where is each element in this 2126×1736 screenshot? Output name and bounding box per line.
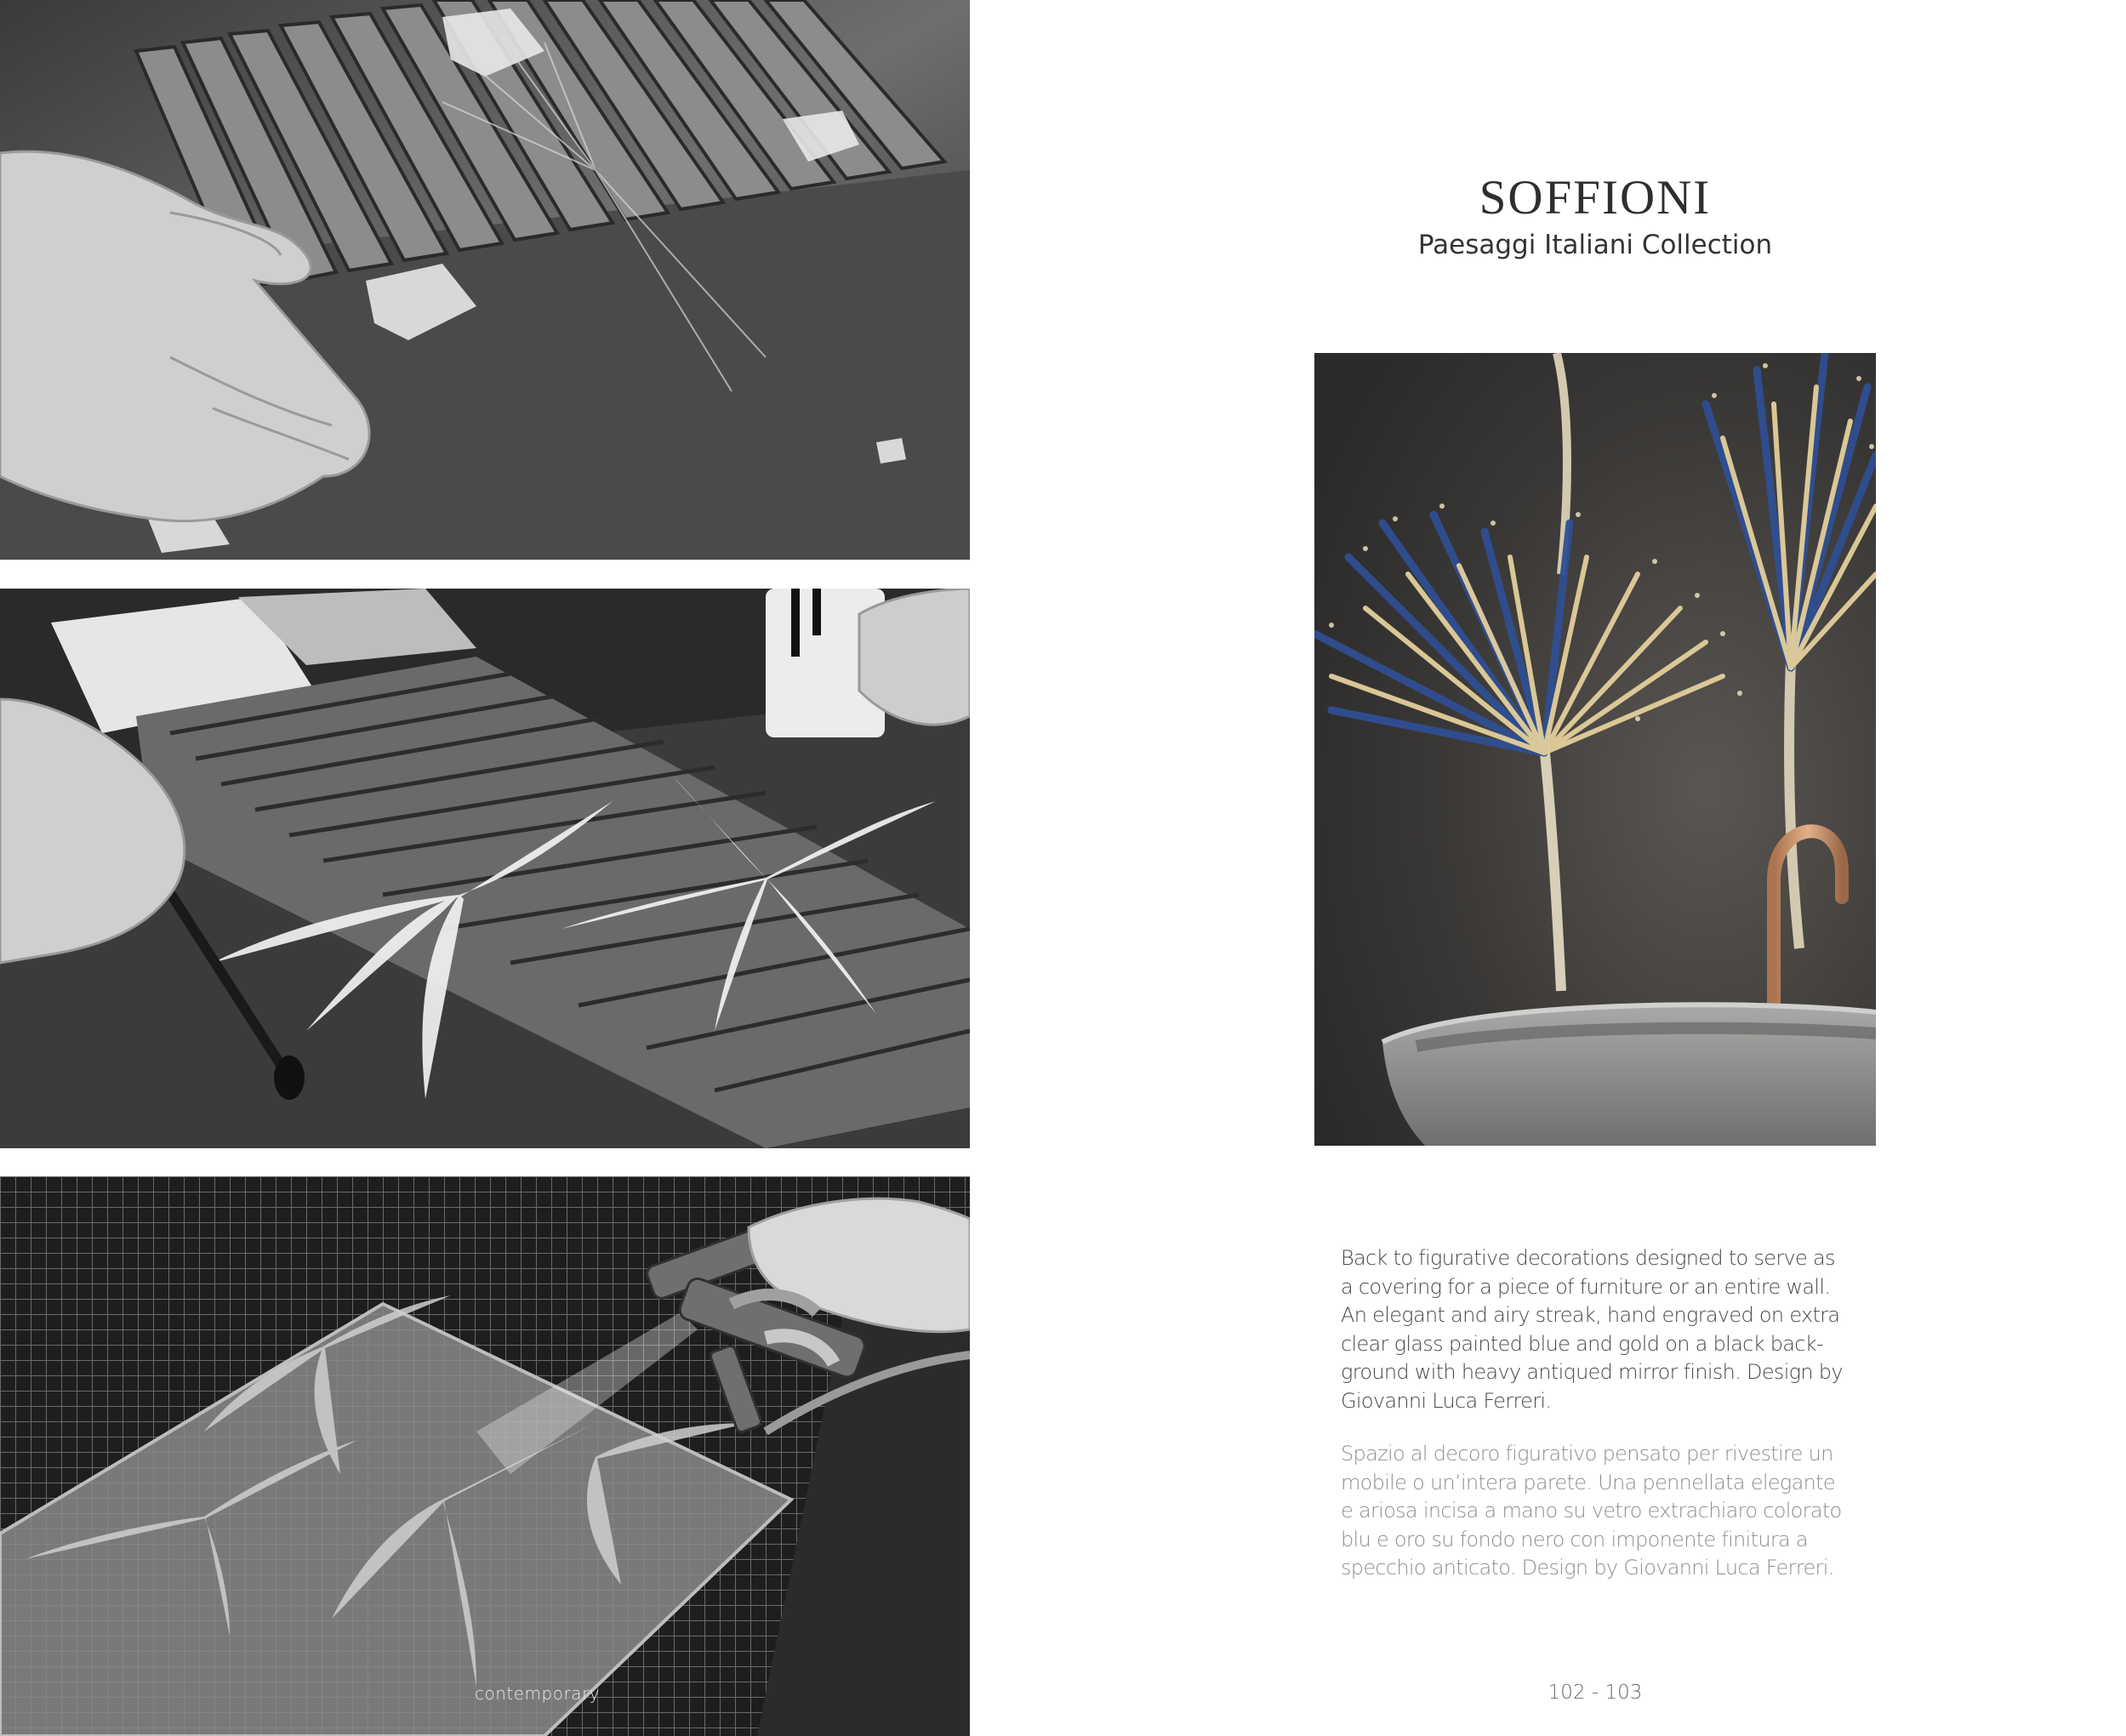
workshop-photo-spraying (0, 1176, 970, 1736)
workshop-photo-silver-leaf (0, 0, 970, 560)
product-photo-soffioni (1314, 353, 1876, 1146)
description-english: Back to figurative decorations designed to serve as a covering for a piece of furniture or an entire wall. An elegant and airy streak, hand engraved on extra clear glass painted blue and gold on a black back-ground with heavy antiqued mirror finish. Design by Giovanni Luca Ferreri. (1341, 1246, 1843, 1413)
description-italian: Spazio al decoro figurativo pensato per rivestire un mobile o un’intera parete. Una pennellata elegante e ariosa incisa a mano su vetro extrachiaro colorato blu e oro su fondo nero con imponente finitura a specchio anticato. Design by Giovanni Luca Ferreri. (1341, 1442, 1842, 1579)
page-numbers: 102 - 103 (1547, 1682, 1643, 1704)
page-title: SOFFIONI (1479, 171, 1712, 225)
workshop-photo-painting (0, 589, 970, 1148)
collection-subtitle: Paesaggi Italiani Collection (1417, 230, 1773, 260)
page-footer-label: contemporary (475, 1683, 601, 1704)
